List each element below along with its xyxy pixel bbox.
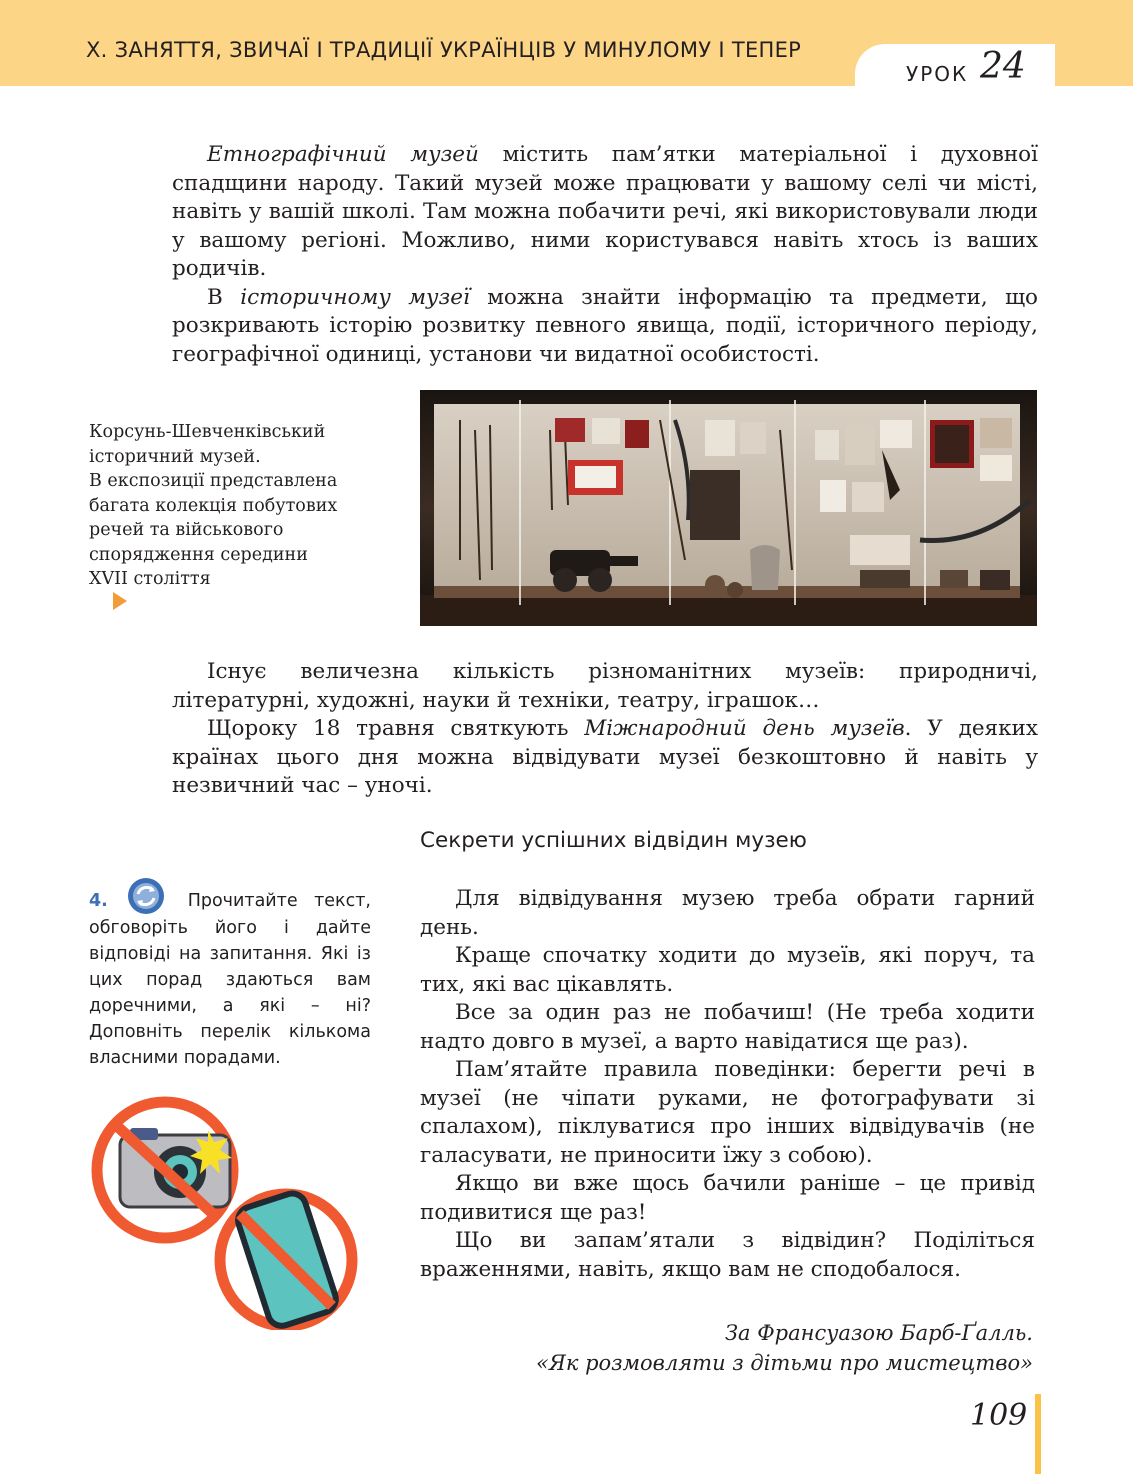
intro-text <box>172 141 1038 369</box>
task-number: 4. <box>89 891 108 911</box>
no-camera-icon <box>97 1102 233 1238</box>
tip-item: Все за один раз не побачиш! (Не треба ходити надто довго в музеї, а варто навідатися ще раз). <box>420 1000 1035 1054</box>
paragraph-ethnographic: Етнографічний музей містить пам’ятки матеріальної і духовної спадщини народу. Такий музей може працювати у вашому селі чи місті, навіть у вашій школі. Там можна побачити речі, які використовували люди у вашому регіоні. Можливо, ними користувався навіть хтось із ваших родичів. <box>172 142 1038 281</box>
tip-item: Якщо ви вже щось бачили раніше – це привід подивитися ще раз! <box>420 1171 1035 1225</box>
tip-item: Що ви запам’ятали з відвідин? Поділіться враженнями, навіть, якщо вам не сподобалося. <box>420 1228 1035 1282</box>
term-historical-museum: історичному музеї <box>240 284 470 310</box>
tip-item: Для відвідування музею треба обрати гарний день. <box>420 886 1035 940</box>
source-book: «Як розмовляти з дітьми про мистецтво» <box>536 1351 1033 1375</box>
task-4 <box>89 877 371 1071</box>
chapter-title: X. ЗАНЯТТЯ, ЗВИЧАЇ І ТРАДИЦІЇ УКРАЇНЦІВ У МИНУЛОМУ І ТЕПЕР <box>86 38 802 62</box>
tip-item: Краще спочатку ходити до музеїв, які поруч, та тих, які вас цікавлять. <box>420 943 1035 997</box>
middle-text <box>172 658 1038 801</box>
source-citation <box>536 1318 1033 1378</box>
page-edge-bar <box>1035 1394 1041 1474</box>
term-museum-day: Міжнародний день музеїв <box>584 716 905 741</box>
lesson-label: УРОК <box>906 62 969 86</box>
paragraph-historical: В історичному музеї можна знайти інформацію та предмети, що розкривають історію розвитку певного явища, події, історичного періоду, географічної одиниці, установи чи видатної особистості. <box>172 284 1038 367</box>
play-arrow-icon <box>113 592 127 610</box>
no-phone-icon <box>220 1190 352 1330</box>
task-text: Прочитайте текст, обговоріть його і дайте відповіді на запитання. Які із цих порад здаються вам доречними, а які – ні? Доповніть перелік кількома власними порадами. <box>89 891 371 1068</box>
museum-exhibit-photo <box>420 390 1037 626</box>
tips-list <box>420 885 1035 1284</box>
term-ethnographic-museum: Етнографічний музей <box>207 142 479 167</box>
tip-item: Пам’ятайте правила поведінки: берегти речі в музеї (не чіпати руками, не фотографувати зі спалахом), піклуватися про інших відвідувачів (не галасувати, не приносити їжу з собою). <box>420 1057 1035 1168</box>
page-number: 109 <box>970 1398 1028 1433</box>
lesson-number: 24 <box>980 46 1026 87</box>
photo-caption: Корсунь-Шевченківський історичний музей. В експозиції представлена багата колекція побутових речей та військового спорядження середини XVII століття <box>89 420 379 610</box>
source-author: За Франсуазою Барб-Ґалль. <box>724 1321 1033 1345</box>
paragraph-museum-types: Існує величезна кількість різноманітних музеїв: природничі, літературні, художні, науки й техніки, театру, іграшок… <box>172 659 1038 713</box>
prohibition-icons <box>90 1090 370 1330</box>
paragraph-museum-day: Щороку 18 травня святкують Міжнародний день музеїв. У деяких країнах цього дня можна відвідувати музеї безкоштовно й навіть у незвичний час – уночі. <box>172 716 1039 798</box>
discussion-cycle-icon <box>127 877 165 915</box>
section-title: Секрети успішних відвідин музею <box>420 828 807 853</box>
